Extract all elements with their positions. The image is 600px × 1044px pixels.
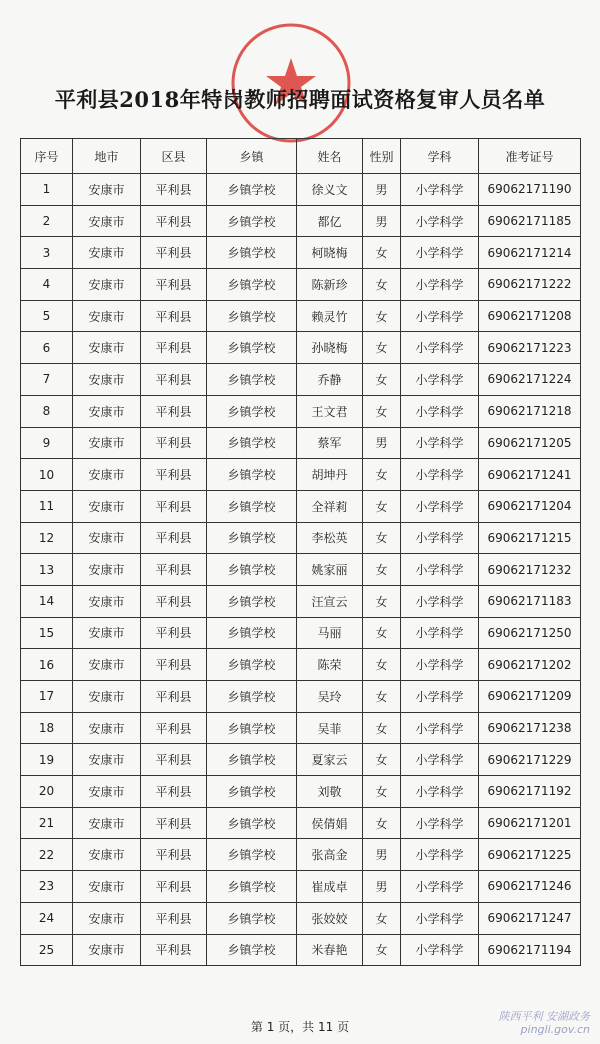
cell-col-name: 米春艳 xyxy=(297,934,363,966)
cell-col-seq: 5 xyxy=(21,300,73,332)
cell-col-name: 都亿 xyxy=(297,205,363,237)
cell-col-gender: 女 xyxy=(363,554,401,586)
cell-col-city: 安康市 xyxy=(73,459,141,491)
cell-col-exam-id: 69062171185 xyxy=(479,205,581,237)
cell-col-county: 平利县 xyxy=(141,364,207,396)
cell-col-name: 蔡军 xyxy=(297,427,363,459)
header-col-seq: 序号 xyxy=(21,139,73,174)
cell-col-gender: 女 xyxy=(363,300,401,332)
table-row xyxy=(21,237,581,269)
cell-col-subject: 小学科学 xyxy=(401,490,479,522)
header-col-exam-id: 准考证号 xyxy=(479,139,581,174)
cell-col-county: 平利县 xyxy=(141,871,207,903)
cell-col-gender: 女 xyxy=(363,364,401,396)
cell-col-gender: 女 xyxy=(363,934,401,966)
cell-col-name: 姚家丽 xyxy=(297,554,363,586)
cell-col-county: 平利县 xyxy=(141,237,207,269)
table-row xyxy=(21,522,581,554)
cell-col-name: 汪宣云 xyxy=(297,585,363,617)
cell-col-subject: 小学科学 xyxy=(401,585,479,617)
cell-col-seq: 19 xyxy=(21,744,73,776)
cell-col-name: 马丽 xyxy=(297,617,363,649)
cell-col-gender: 女 xyxy=(363,807,401,839)
cell-col-subject: 小学科学 xyxy=(401,332,479,364)
cell-col-subject: 小学科学 xyxy=(401,712,479,744)
header-col-township: 乡镇 xyxy=(207,139,297,174)
cell-col-township: 乡镇学校 xyxy=(207,776,297,808)
cell-col-township: 乡镇学校 xyxy=(207,712,297,744)
cell-col-subject: 小学科学 xyxy=(401,237,479,269)
cell-col-exam-id: 69062171222 xyxy=(479,269,581,301)
cell-col-gender: 女 xyxy=(363,712,401,744)
cell-col-city: 安康市 xyxy=(73,712,141,744)
cell-col-county: 平利县 xyxy=(141,839,207,871)
cell-col-county: 平利县 xyxy=(141,427,207,459)
cell-col-township: 乡镇学校 xyxy=(207,300,297,332)
cell-col-county: 平利县 xyxy=(141,332,207,364)
cell-col-exam-id: 69062171232 xyxy=(479,554,581,586)
cell-col-name: 乔静 xyxy=(297,364,363,396)
cell-col-gender: 男 xyxy=(363,871,401,903)
cell-col-name: 侯倩娟 xyxy=(297,807,363,839)
table-row xyxy=(21,649,581,681)
cell-col-name: 吴玲 xyxy=(297,681,363,713)
cell-col-exam-id: 69062171247 xyxy=(479,902,581,934)
table-row xyxy=(21,174,581,206)
cell-col-subject: 小学科学 xyxy=(401,744,479,776)
cell-col-seq: 9 xyxy=(21,427,73,459)
cell-col-seq: 17 xyxy=(21,681,73,713)
table-row xyxy=(21,807,581,839)
cell-col-city: 安康市 xyxy=(73,269,141,301)
cell-col-county: 平利县 xyxy=(141,490,207,522)
cell-col-county: 平利县 xyxy=(141,269,207,301)
cell-col-name: 张姣姣 xyxy=(297,902,363,934)
cell-col-exam-id: 69062171194 xyxy=(479,934,581,966)
cell-col-city: 安康市 xyxy=(73,617,141,649)
cell-col-gender: 女 xyxy=(363,522,401,554)
cell-col-gender: 女 xyxy=(363,617,401,649)
cell-col-city: 安康市 xyxy=(73,554,141,586)
cell-col-city: 安康市 xyxy=(73,490,141,522)
cell-col-city: 安康市 xyxy=(73,776,141,808)
cell-col-exam-id: 69062171201 xyxy=(479,807,581,839)
table-header-row xyxy=(21,139,581,174)
cell-col-county: 平利县 xyxy=(141,205,207,237)
cell-col-seq: 22 xyxy=(21,839,73,871)
header-col-gender: 性别 xyxy=(363,139,401,174)
cell-col-county: 平利县 xyxy=(141,300,207,332)
cell-col-county: 平利县 xyxy=(141,522,207,554)
cell-col-seq: 16 xyxy=(21,649,73,681)
cell-col-seq: 20 xyxy=(21,776,73,808)
table-row xyxy=(21,744,581,776)
cell-col-township: 乡镇学校 xyxy=(207,490,297,522)
cell-col-township: 乡镇学校 xyxy=(207,427,297,459)
cell-col-name: 陈荣 xyxy=(297,649,363,681)
cell-col-county: 平利县 xyxy=(141,649,207,681)
cell-col-name: 夏家云 xyxy=(297,744,363,776)
table-row xyxy=(21,902,581,934)
cell-col-subject: 小学科学 xyxy=(401,459,479,491)
cell-col-city: 安康市 xyxy=(73,744,141,776)
cell-col-seq: 4 xyxy=(21,269,73,301)
cell-col-township: 乡镇学校 xyxy=(207,522,297,554)
cell-col-county: 平利县 xyxy=(141,807,207,839)
cell-col-gender: 女 xyxy=(363,776,401,808)
cell-col-city: 安康市 xyxy=(73,871,141,903)
page-footer: 第 1 页，共 11 页 xyxy=(250,1020,350,1034)
cell-col-seq: 21 xyxy=(21,807,73,839)
cell-col-township: 乡镇学校 xyxy=(207,395,297,427)
cell-col-subject: 小学科学 xyxy=(401,427,479,459)
cell-col-county: 平利县 xyxy=(141,585,207,617)
cell-col-city: 安康市 xyxy=(73,395,141,427)
cell-col-seq: 6 xyxy=(21,332,73,364)
cell-col-name: 张高金 xyxy=(297,839,363,871)
cell-col-subject: 小学科学 xyxy=(401,174,479,206)
cell-col-exam-id: 69062171229 xyxy=(479,744,581,776)
cell-col-seq: 3 xyxy=(21,237,73,269)
cell-col-county: 平利县 xyxy=(141,617,207,649)
cell-col-exam-id: 69062171225 xyxy=(479,839,581,871)
cell-col-subject: 小学科学 xyxy=(401,649,479,681)
cell-col-county: 平利县 xyxy=(141,459,207,491)
cell-col-city: 安康市 xyxy=(73,585,141,617)
cell-col-township: 乡镇学校 xyxy=(207,554,297,586)
table-row xyxy=(21,839,581,871)
watermark-line1: 陕西平利 安湖政务 xyxy=(498,1010,590,1023)
cell-col-gender: 女 xyxy=(363,649,401,681)
cell-col-township: 乡镇学校 xyxy=(207,871,297,903)
cell-col-city: 安康市 xyxy=(73,237,141,269)
cell-col-subject: 小学科学 xyxy=(401,776,479,808)
cell-col-exam-id: 69062171183 xyxy=(479,585,581,617)
cell-col-seq: 11 xyxy=(21,490,73,522)
cell-col-gender: 女 xyxy=(363,237,401,269)
cell-col-subject: 小学科学 xyxy=(401,205,479,237)
cell-col-township: 乡镇学校 xyxy=(207,459,297,491)
cell-col-subject: 小学科学 xyxy=(401,807,479,839)
cell-col-city: 安康市 xyxy=(73,332,141,364)
cell-col-city: 安康市 xyxy=(73,364,141,396)
table-row xyxy=(21,871,581,903)
cell-col-name: 王文君 xyxy=(297,395,363,427)
cell-col-seq: 10 xyxy=(21,459,73,491)
cell-col-seq: 25 xyxy=(21,934,73,966)
cell-col-township: 乡镇学校 xyxy=(207,902,297,934)
cell-col-name: 赖灵竹 xyxy=(297,300,363,332)
cell-col-exam-id: 69062171224 xyxy=(479,364,581,396)
header-col-county: 区县 xyxy=(141,139,207,174)
cell-col-city: 安康市 xyxy=(73,807,141,839)
cell-col-county: 平利县 xyxy=(141,712,207,744)
cell-col-city: 安康市 xyxy=(73,839,141,871)
cell-col-exam-id: 69062171215 xyxy=(479,522,581,554)
cell-col-county: 平利县 xyxy=(141,934,207,966)
cell-col-city: 安康市 xyxy=(73,522,141,554)
cell-col-exam-id: 69062171208 xyxy=(479,300,581,332)
cell-col-gender: 女 xyxy=(363,269,401,301)
cell-col-exam-id: 69062171192 xyxy=(479,776,581,808)
cell-col-subject: 小学科学 xyxy=(401,364,479,396)
cell-col-city: 安康市 xyxy=(73,934,141,966)
cell-col-county: 平利县 xyxy=(141,174,207,206)
cell-col-subject: 小学科学 xyxy=(401,871,479,903)
table-row xyxy=(21,332,581,364)
cell-col-city: 安康市 xyxy=(73,174,141,206)
cell-col-gender: 女 xyxy=(363,459,401,491)
cell-col-seq: 15 xyxy=(21,617,73,649)
cell-col-seq: 2 xyxy=(21,205,73,237)
cell-col-township: 乡镇学校 xyxy=(207,744,297,776)
cell-col-township: 乡镇学校 xyxy=(207,364,297,396)
watermark-line2: pingli.gov.cn xyxy=(520,1023,590,1036)
cell-col-seq: 14 xyxy=(21,585,73,617)
cell-col-township: 乡镇学校 xyxy=(207,205,297,237)
header-col-city: 地市 xyxy=(73,139,141,174)
table-row xyxy=(21,269,581,301)
cell-col-township: 乡镇学校 xyxy=(207,332,297,364)
cell-col-county: 平利县 xyxy=(141,681,207,713)
cell-col-exam-id: 69062171246 xyxy=(479,871,581,903)
cell-col-exam-id: 69062171218 xyxy=(479,395,581,427)
cell-col-exam-id: 69062171204 xyxy=(479,490,581,522)
cell-col-city: 安康市 xyxy=(73,681,141,713)
cell-col-gender: 女 xyxy=(363,332,401,364)
cell-col-subject: 小学科学 xyxy=(401,522,479,554)
cell-col-seq: 13 xyxy=(21,554,73,586)
table-row xyxy=(21,617,581,649)
cell-col-township: 乡镇学校 xyxy=(207,585,297,617)
cell-col-gender: 女 xyxy=(363,395,401,427)
cell-col-subject: 小学科学 xyxy=(401,839,479,871)
cell-col-seq: 23 xyxy=(21,871,73,903)
table-row xyxy=(21,490,581,522)
cell-col-gender: 男 xyxy=(363,205,401,237)
cell-col-county: 平利县 xyxy=(141,776,207,808)
cell-col-township: 乡镇学校 xyxy=(207,269,297,301)
cell-col-exam-id: 69062171209 xyxy=(479,681,581,713)
cell-col-name: 李松英 xyxy=(297,522,363,554)
cell-col-township: 乡镇学校 xyxy=(207,174,297,206)
cell-col-gender: 女 xyxy=(363,490,401,522)
cell-col-gender: 女 xyxy=(363,902,401,934)
cell-col-gender: 男 xyxy=(363,174,401,206)
cell-col-city: 安康市 xyxy=(73,649,141,681)
cell-col-seq: 1 xyxy=(21,174,73,206)
cell-col-city: 安康市 xyxy=(73,300,141,332)
cell-col-name: 徐义文 xyxy=(297,174,363,206)
cell-col-name: 柯晓梅 xyxy=(297,237,363,269)
cell-col-gender: 男 xyxy=(363,839,401,871)
page-title: 平利县2018年特岗教师招聘面试资格复审人员名单 xyxy=(54,87,546,112)
table-row xyxy=(21,459,581,491)
cell-col-subject: 小学科学 xyxy=(401,617,479,649)
cell-col-county: 平利县 xyxy=(141,395,207,427)
cell-col-seq: 7 xyxy=(21,364,73,396)
cell-col-name: 陈新珍 xyxy=(297,269,363,301)
cell-col-township: 乡镇学校 xyxy=(207,617,297,649)
cell-col-subject: 小学科学 xyxy=(401,269,479,301)
cell-col-county: 平利县 xyxy=(141,554,207,586)
table-row xyxy=(21,681,581,713)
official-seal xyxy=(228,20,354,146)
cell-col-gender: 女 xyxy=(363,744,401,776)
cell-col-county: 平利县 xyxy=(141,744,207,776)
cell-col-name: 孙晓梅 xyxy=(297,332,363,364)
cell-col-exam-id: 69062171214 xyxy=(479,237,581,269)
cell-col-city: 安康市 xyxy=(73,902,141,934)
site-watermark xyxy=(499,1010,591,1036)
cell-col-subject: 小学科学 xyxy=(401,554,479,586)
table-row xyxy=(21,364,581,396)
cell-col-name: 吴菲 xyxy=(297,712,363,744)
cell-col-seq: 24 xyxy=(21,902,73,934)
cell-col-name: 全祥莉 xyxy=(297,490,363,522)
cell-col-exam-id: 69062171205 xyxy=(479,427,581,459)
table-row xyxy=(21,205,581,237)
table-row xyxy=(21,300,581,332)
cell-col-county: 平利县 xyxy=(141,902,207,934)
table-row xyxy=(21,395,581,427)
cell-col-name: 刘敬 xyxy=(297,776,363,808)
cell-col-exam-id: 69062171202 xyxy=(479,649,581,681)
cell-col-exam-id: 69062171238 xyxy=(479,712,581,744)
header-col-subject: 学科 xyxy=(401,139,479,174)
cell-col-city: 安康市 xyxy=(73,205,141,237)
cell-col-exam-id: 69062171241 xyxy=(479,459,581,491)
table-row xyxy=(21,585,581,617)
cell-col-township: 乡镇学校 xyxy=(207,649,297,681)
cell-col-exam-id: 69062171250 xyxy=(479,617,581,649)
cell-col-seq: 12 xyxy=(21,522,73,554)
cell-col-seq: 8 xyxy=(21,395,73,427)
cell-col-subject: 小学科学 xyxy=(401,902,479,934)
cell-col-township: 乡镇学校 xyxy=(207,807,297,839)
cell-col-exam-id: 69062171190 xyxy=(479,174,581,206)
table-row xyxy=(21,427,581,459)
cell-col-gender: 男 xyxy=(363,427,401,459)
candidate-table xyxy=(20,138,581,966)
cell-col-exam-id: 69062171223 xyxy=(479,332,581,364)
cell-col-township: 乡镇学校 xyxy=(207,681,297,713)
table-row xyxy=(21,712,581,744)
cell-col-gender: 女 xyxy=(363,681,401,713)
cell-col-township: 乡镇学校 xyxy=(207,934,297,966)
table-row xyxy=(21,776,581,808)
cell-col-subject: 小学科学 xyxy=(401,934,479,966)
cell-col-city: 安康市 xyxy=(73,427,141,459)
cell-col-name: 崔成卓 xyxy=(297,871,363,903)
table-row xyxy=(21,934,581,966)
cell-col-subject: 小学科学 xyxy=(401,300,479,332)
header-col-name: 姓名 xyxy=(297,139,363,174)
cell-col-name: 胡坤丹 xyxy=(297,459,363,491)
cell-col-township: 乡镇学校 xyxy=(207,839,297,871)
cell-col-subject: 小学科学 xyxy=(401,395,479,427)
cell-col-seq: 18 xyxy=(21,712,73,744)
cell-col-subject: 小学科学 xyxy=(401,681,479,713)
table-row xyxy=(21,554,581,586)
cell-col-gender: 女 xyxy=(363,585,401,617)
cell-col-township: 乡镇学校 xyxy=(207,237,297,269)
